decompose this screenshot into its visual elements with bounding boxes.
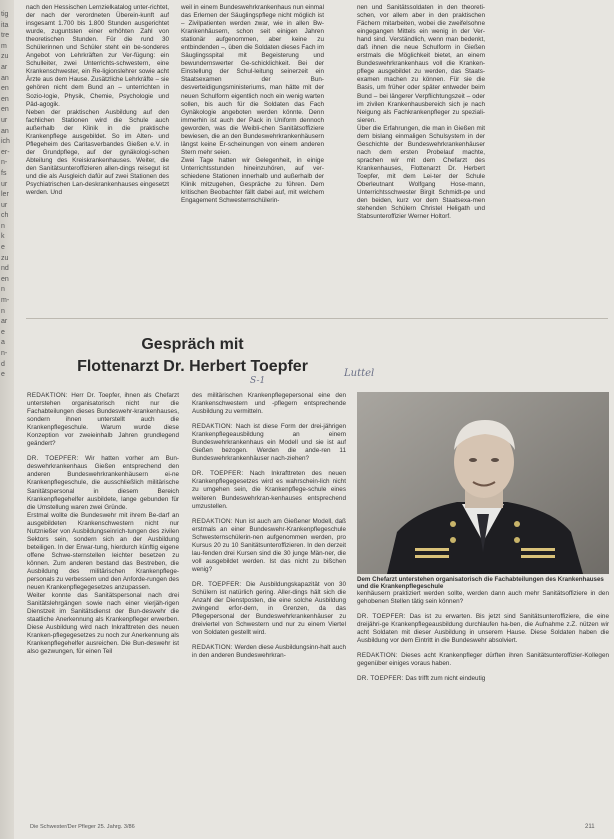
gutter-fragment: n- [1,350,8,357]
article-column-2 [181,4,324,316]
article-column-1 [26,4,169,316]
speaker-label: DR. TOEPFER: [27,455,79,463]
interview-paragraph [192,470,346,510]
gutter-fragment: er- [1,148,10,156]
interview-text: Die Ausbildungskapazität von 30 Schülern ist natürlich gering. Aller-dings hält sich die Anzahl der Dienstposten, die eine solche Ausbildung zwingend erfor-dern, in Grenzen, da das Pflegepersonal der Bundeswehrkrankenhäuser zu dreiviertel von Schwestern und nur zu einem Viertel von Soldaten gestellt wird. [192,580,346,637]
speaker-label: REDAKTION: [192,423,233,431]
interview-column-3 [357,590,609,825]
gutter-fragment: e [1,244,5,252]
speaker-label: REDAKTION: [357,652,398,660]
interview-paragraph [357,590,609,606]
footer-source: Die Schwester/Der Pfleger 25. Jahrg. 3/86 [30,824,135,830]
gutter-fragment: en [1,85,9,93]
paragraph: Neben der praktischen Ausbildung auf den fachlichen Stationen wird die Schule auch außerhalb der Klinik in die praktische Krankenpflege ausgebildet. So im Alten- und Pflegeheim des Caritasverbandes Gießen e.V. in der Grundpflege, auf der gynäkologi-schen Abteilung des Kreiskrankenhauses. Weiter, die den Sanitätsunteroffizieren allen-dings reisegut ist und die als Ausgleich dafür auf zwei Stationen des Psychiatrischen Lan-deskrankenhauses eingesetzt werden. Und [26,108,169,197]
interview-paragraph [27,392,179,448]
gutter-text-fragments [1,10,13,430]
gutter-fragment: ur [1,116,8,124]
paragraph: weil in einem Bundeswehrkrankenhaus nun einmal das Erlernen der Säuglingspflege nicht möglich ist – Zivilpatienten werden zwar, wie in allen Bw-Krankenhäusern, schon seit einigen Jahren stationär aufgenommen, aber keine zu entbindenden –, üben die Soldaten dieses Fach im Säuglingsspital mit Begeisterung und bewundernswerter Ge-schicklichkeit. Bei der Einstellung der Schul-leitung seinerzeit ein Staatsexamen der Bun-desverteidigungsministeriums, man hätte mit der neuen Schulform eigentlich noch ein wenig warten sollen, bis auch für die Soldaten das Fach Gynäkologie angeboten werden könnte. Denn immerhin ist auch der Pack in Uniform dennoch geworden, was die Weibli-chen Sanitätsoffiziere bewiesen, die an den Bundeswehrkrankenhäusern längst keine Er-scheinungen von einem anderen Stern mehr seien. [181,4,324,156]
paragraph: nen und Sanitätssoldaten in den theoreti-schen, vor allem aber in den praktischen Fächern mitarbeiten, wobei die zweifelsohne eingegangen Mittels ein wenig in der Ver-hand sind. Verständlich, wenn man bedenkt, daß ihnen die neue Schulform in Gießen erstmals die Möglichkeit bietet, an einem Bundeswehrkrankenhaus voll die Kranken-pflege ausgebildet zu werden, das Staats-examen machen zu können. Für sie die Basis, um früher oder später entweder beim Bund – bei längerer Verpflichtungszeit – oder im zivilen Krankenhausbereich sich je nach Neigung als Fachkrankenpfleger zu speziali-sieren. [357,4,485,124]
interview-text: Nach ist diese Form der drei-jährigen Krankenpflegeausbildung an einem Bundeswehrkrankenhaus ein Modell und sie ist auf Gießen bezogen. Werden die ande-ren 11 Bundeswehrkrankenhäuser nach-ziehen? [192,423,346,463]
interview-paragraph [27,455,179,511]
interview-text: Weiter konnte das Sanitätspersonal nach drei Sanitätslehrgängen sowie nach einer vierjäh-rigen Dienstzeit im Sanitätsdienst der Bun-deswehr die staatliche Anerkennung als Krankenpfleger erwerben. Diese Ausbildung wird nach Inkrafttreten des neuen Kranken-pflegegesetzes zu noch zur Anerkennung als Krankenpflegehelfer ausreichen. Die Bun-deswehr ist also gezwungen, für einen Teil [27,592,179,656]
paragraph: nach den Hessischen Lernzielkatalog unter-richtet, der nach der verordneten Überein-kunft auf insgesamt 1.700 bis 1.800 Stunden ausgerichtet wurde, zuguntsten einer erhöhten Zahl von theoretischen Stunden. Für die rund 30 Schülerinnen und Schüler steht ein be-sonderes Angebot von Lehrkräften zur Ver-fügung: ein Schulleiter, zwei Unterrichts-schwestern, eine Krankenschwester, ein Re-ligionslehrer sowie acht Ärzte aus dem Hause. Zusätzliche Lehrkräfte – sie gehören nicht dem Bund an – unterrichten in Sozio-logie, Physik, Chemie, Psychologie und Päd-agogik. [26,4,169,108]
gutter-fragment: ch [1,212,9,220]
speaker-label: DR. TOEPFER: [192,580,242,588]
portrait-illustration [357,392,609,574]
photo-caption: Dem Chefarzt unterstehen organisatorisch die Fachabteilungen des Krankenhauses und die Krankenpflegeschule [357,576,604,591]
gutter-fragment: n- [1,159,8,167]
interview-text: Wir hatten vorher am Bun-deswehrkrankenhaus Gießen entsprechend den anderen Bundeswehrkrankenhäusern ei-ne Krankenpflegeschule, die ausschließlich militärische Sanitätspersonal in diesem Bereich Krankenpflegehelfer ausbildete, lange gebunden für die Umstellung waren zwei Gründe. [27,455,179,511]
interview-text: Das ist zu erwarten. Bis jetzt sind Sanitätsunteroffiziere, die eine dreijähri-ge Krankenpflegeausbildung durchlaufen ha-ben, die Aufnahme z.Z. nützen wir acht Soldaten mit dieser Ausbildung in unserem Hause. Diese Soldaten haben die Ausbildung vor dem Eintritt in die Bundeswehr absolviert. [357,613,609,645]
interview-text: Erstmal wollte die Bundeswehr mit ihrem Be-darf an ausgebildeten Krankenschwestern nicht nur Nutznießer von Ausbildungseinrich-tungen des zivilen Sektors sein, sondern sich an der Ausbildung beteiligen. In der Erwar-tung, hierdurch künftig eigene offene Schwe-sternstellen leichter besetzen zu können. Zum anderen bestand das Bestreben, die Ausbildung des militärischen Krankenpflege-personals zu verbessern und den Anforde-rungen des neuen Krankenpflegegesetzes anzupassen. [27,511,179,592]
interview-text: Nun ist auch am Gießener Modell, daß erstmals an einer Bundeswehr-Krankenpflegeschule Schwesternschülerin-nen aufgenommen werden, pro Kursus 20 zu 10 Sanitätsunteroffizieren. In den derzeit lau-fenden drei Kursen sind die 30 junge Män-ner, die voll ausgebildet werden. Ist das nicht zu bißchen wenig? [192,517,346,573]
gutter-fragment: n [1,222,5,230]
headline-line-1: Gespräch mit [141,336,244,353]
interview-paragraph [357,675,609,683]
gutter-fragment: m [1,42,7,50]
speaker-label: DR. TOEPFER: [357,675,404,683]
gutter-fragment: zu [1,254,9,262]
gutter-fragment: k [1,233,5,241]
interview-paragraph [192,423,346,463]
gutter-fragment: m- [1,297,10,305]
gutter-fragment: ur [1,201,8,209]
interview-text: Dieses acht Krankenpfleger dürften ihren Sanitätsunteroffizier-Kollegen gegenüber einiges voraus haben. [357,652,609,668]
paragraph: Zwei Tage hatten wir Gelegenheit, in einige Unterrichtsstunden hineinzuhören, auf ver-schiedene Stationen innerhalb und außerhalb der Klinik mitzugehen, Gespräche zu führen. Dem kritischen Beobachter fällt dabei auf, mit welchem Engagement Schwesternschülerin- [181,156,324,205]
gutter-fragment: en [1,106,9,114]
gutter-fragment: n [1,307,5,315]
interview-paragraph [192,581,346,637]
article-column-3 [357,4,485,316]
gutter-fragment: tre [1,32,10,40]
paragraph: Über die Erfahrungen, die man in Gießen mit dem bislang einmaligen Schulsystem in der Geschichte der Bundeswehrkrankenhäuser nach dem ersten Probelauf machte, sprachen wir mit dem Chefarzt des Krankenhauses, Flottenarzt Dr. Herbert Toepfer, mit dem Lei-ter der Schule Oberleutnant Wolfgang Hose-mann, Unterrichtsschwester Birgit Schmidt-pe und den beiden, kurz vor dem Staatsexa-men stehenden Schülern Christel Heligath und Stabsunteroffizier Werner Holtorf. [357,124,485,221]
gutter-fragment: ar [1,318,8,326]
interview-text: Nach Inkrafttreten des neuen Krankenpflegegesetzes wird es wahrschein-lich nicht zu umgehen sein, die Krankenpflege-schule eines weiteren Bundeswehrkran-kenhauses entsprechend umzustellen. [192,470,346,510]
interview-paragraph [192,644,346,660]
speaker-label: DR. TOEPFER: [357,613,406,621]
gutter-fragment: ar [1,63,8,71]
interview-paragraph [357,652,609,668]
speaker-label: REDAKTION: [192,517,233,525]
interview-paragraph [27,592,179,656]
interview-text: Herr Dr. Toepfer, ihnen als Chefarzt unterstehen organisatorisch nicht nur die Fachabteilungen dieses Bundeswehr-krankenhauses, sondern ihnen unterstellt auch die Krankenpflegeschule. Warum wurde diese Konzeption vor zweieinhalb Jahren grundlegend geändert? [27,392,179,448]
interview-column-1 [27,392,179,817]
gutter-fragment: an [1,127,9,135]
gutter-fragment: e [1,371,5,379]
interview-paragraph [357,613,609,645]
gutter-fragment: a [1,339,5,347]
handwritten-note: S-1 [250,376,266,386]
gutter-fragment: n [1,286,5,294]
section-divider [26,318,608,319]
interview-text: Werden diese Ausbildungsinn-halt auch in den anderen Bundeswehrkran- [192,644,346,660]
speaker-label: DR. TOEPFER: [192,470,244,478]
interview-paragraph [27,512,179,592]
gutter-fragment: e [1,328,5,336]
handwritten-note: Luttel [344,368,375,379]
gutter-fragment: an [1,74,9,82]
gutter-fragment: d [1,360,5,368]
gutter-fragment: tig [1,11,9,18]
interview-paragraph [192,518,346,574]
interview-column-2 [192,392,346,817]
gutter-fragment: nd [1,265,9,273]
gutter-fragment: fs [1,169,7,177]
speaker-label: REDAKTION: [27,392,68,399]
interview-paragraph [192,392,346,416]
page-number: 211 [585,824,595,830]
gutter-fragment: en [1,275,9,283]
interview-text: Das trifft zum nicht eindeutig [405,675,486,683]
gutter-fragment: ur [1,180,8,188]
portrait-photo [357,392,609,574]
speaker-label: REDAKTION: [192,644,233,652]
interview-text: des militärischen Krankenpflegepersonal eine den Krankenschwestern und -pflegern entsprechende Ausbildung zu vermitteln. [192,392,346,416]
interview-text: kenhäusern praktiziert werden sollte, werden dann auch mehr Sanitätsoffiziere in den gehobenen Stellen tätig sein können? [357,590,609,606]
gutter-fragment: ita [1,21,9,29]
gutter-fragment: ich [1,138,10,146]
gutter-fragment: ler [1,191,9,199]
gutter-fragment: en [1,95,9,103]
headline-line-2: Flottenarzt Dr. Herbert Toepfer [77,358,308,375]
gutter-fragment: zu [1,53,9,61]
